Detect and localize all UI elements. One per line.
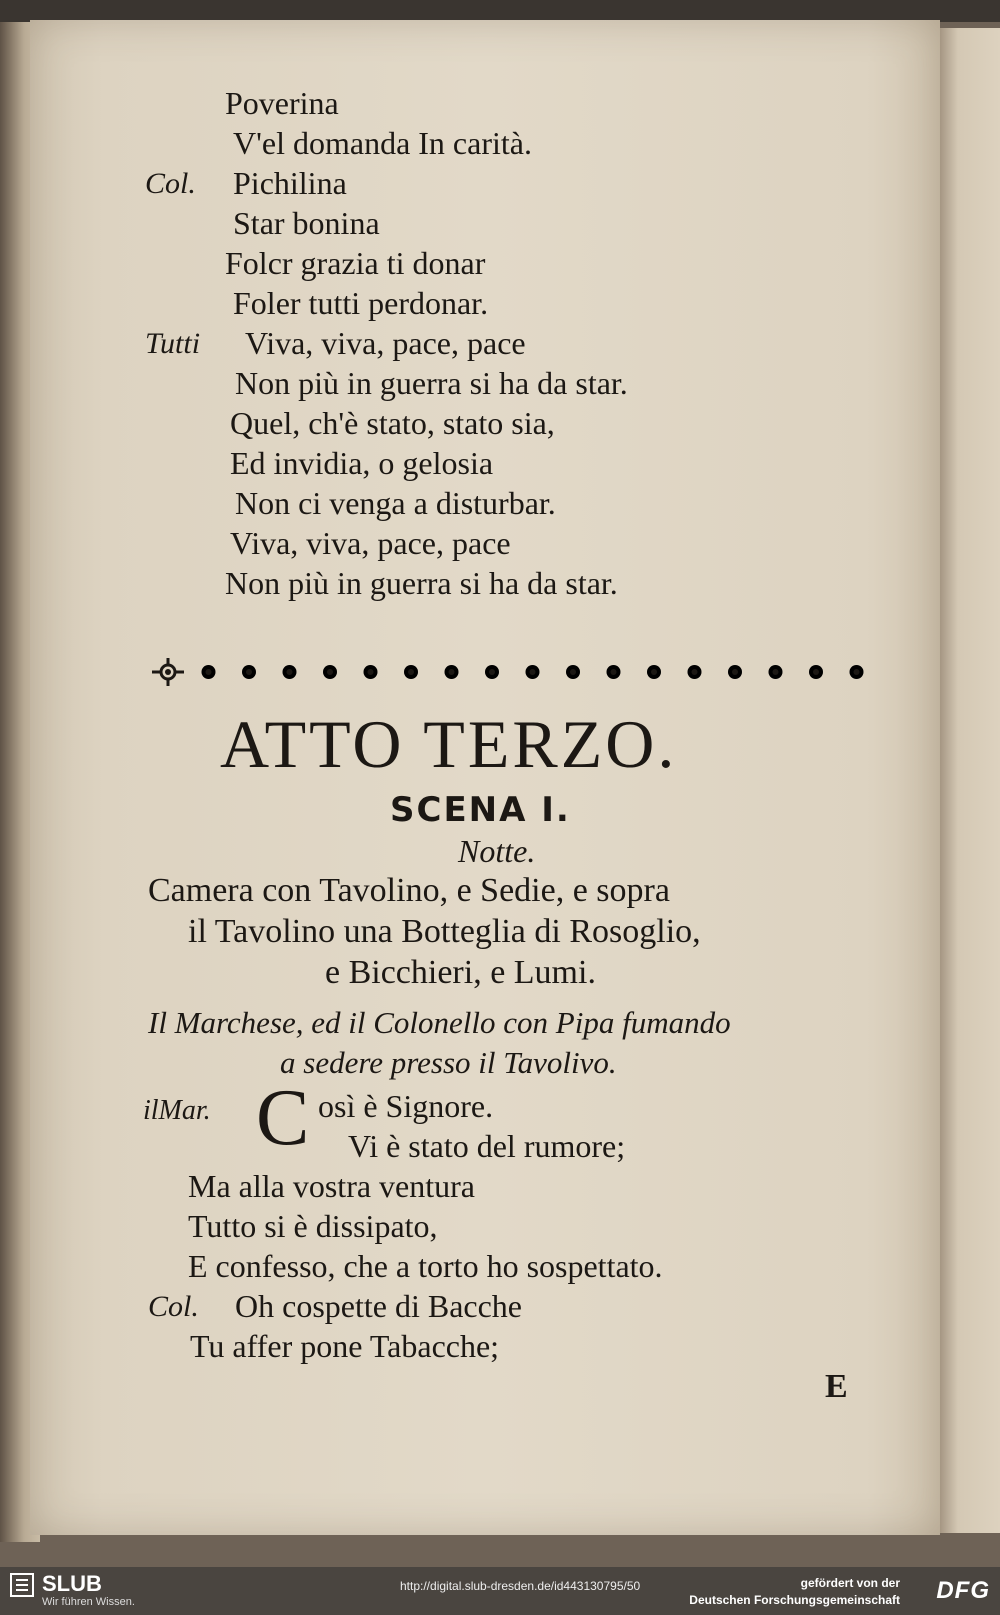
verse-line: Viva, viva, pace, pace (245, 325, 526, 361)
facing-page-edge (940, 28, 1000, 1533)
scene-title: SCENA I. (390, 790, 571, 830)
dialogue-line: Vi è stato del rumore; (348, 1128, 626, 1164)
scene-time: Notte. (458, 833, 536, 869)
ornament-dot (206, 669, 212, 675)
verse-line: Non ci venga a disturbar. (235, 485, 556, 521)
speaker-label: Col. (145, 167, 196, 200)
drop-cap: C (256, 1074, 310, 1162)
ornament-dot (246, 669, 252, 675)
funding-line-2: Deutschen Forschungsgemeinschaft (689, 1593, 900, 1607)
dialogue-line: E confesso, che a torto ho sospettato. (188, 1248, 663, 1284)
ornament-dot (854, 669, 860, 675)
dialogue-line: Tu affer pone Tabacche; (190, 1328, 500, 1364)
verse-line: Foler tutti perdonar. (233, 285, 489, 321)
ornament-dot (489, 669, 495, 675)
dialogue-line: osì è Signore. (318, 1088, 494, 1124)
ornament-dot (530, 669, 536, 675)
ornament-border (148, 652, 873, 692)
verse-line: Non più in guerra si ha da star. (235, 365, 628, 401)
library-name: SLUB (42, 1571, 102, 1596)
verse-line: Poverina (225, 85, 339, 121)
speaker-label: ilMar. (143, 1095, 211, 1126)
verse-line: Folcr grazia ti donar (225, 245, 486, 281)
ornament-dot (287, 669, 293, 675)
verse-line: Ed invidia, o gelosia (230, 445, 494, 481)
ornament-dot (732, 669, 738, 675)
speaker-label: Col. (148, 1290, 199, 1323)
character-direction-line: a sedere presso il Tavolivo. (280, 1045, 617, 1080)
dialogue-line: Tutto si è dissipato, (188, 1208, 438, 1244)
stage-direction-line: e Bicchieri, e Lumi. (325, 954, 596, 991)
catchword: E (825, 1368, 848, 1405)
dialogue-line: Ma alla vostra ventura (188, 1168, 475, 1204)
verse-line: V'el domanda In carità. (233, 125, 532, 161)
verse-line: Non più in guerra si ha da star. (225, 565, 618, 601)
slub-logo-icon (10, 1573, 34, 1597)
ornament-dot (692, 669, 698, 675)
funding-line-1: gefördert von der (800, 1576, 900, 1590)
library-tagline: Wir führen Wissen. (42, 1596, 135, 1608)
ornament-dot (570, 669, 576, 675)
speaker-label: Tutti (145, 327, 201, 360)
dialogue-line: Oh cospette di Bacche (235, 1288, 522, 1324)
top-border (0, 0, 1000, 22)
ornament-dot (408, 669, 414, 675)
verse-line: Viva, viva, pace, pace (230, 525, 511, 561)
ornament-dot (611, 669, 617, 675)
ornament-dot (368, 669, 374, 675)
stage-direction-line: il Tavolino una Botteglia di Rosoglio, (188, 913, 701, 950)
verse-line: Quel, ch'è stato, stato sia, (230, 405, 555, 441)
book-page (30, 20, 940, 1535)
viewer-footer (0, 1567, 1000, 1615)
ornament-dot (813, 669, 819, 675)
stage-direction-line: Camera con Tavolino, e Sedie, e sopra (148, 872, 670, 909)
source-url[interactable]: http://digital.slub-dresden.de/id443130795/50 (400, 1579, 641, 1593)
verse-line: Pichilina (233, 165, 347, 201)
character-direction-line: Il Marchese, ed il Colonello con Pipa fumando (148, 1005, 731, 1040)
verse-line: Star bonina (233, 205, 380, 241)
ornament-dot (327, 669, 333, 675)
ornament-dot (449, 669, 455, 675)
ornament-dot (773, 669, 779, 675)
ornament-dot (651, 669, 657, 675)
dfg-logo: DFG (936, 1577, 990, 1604)
act-title: ATTO TERZO. (220, 706, 678, 782)
